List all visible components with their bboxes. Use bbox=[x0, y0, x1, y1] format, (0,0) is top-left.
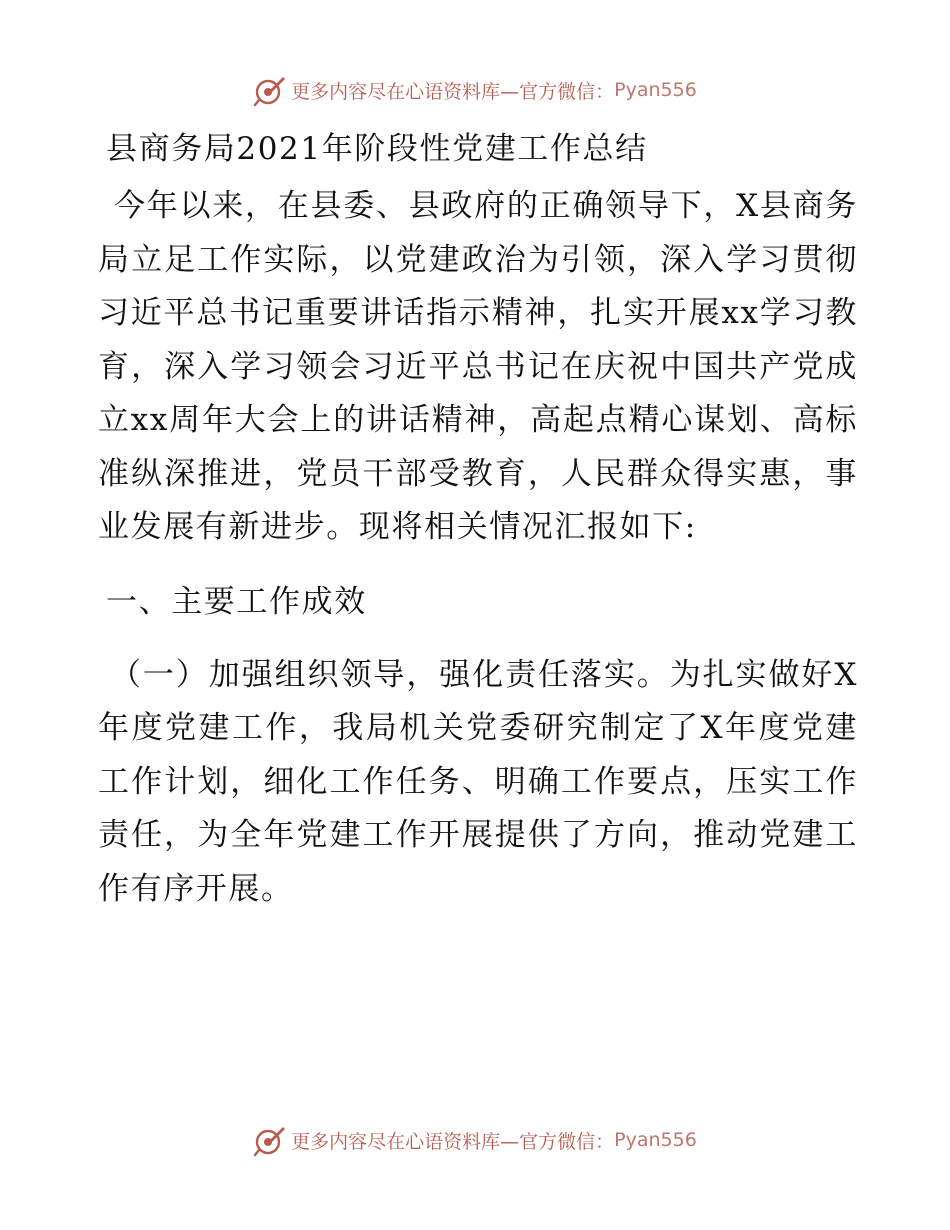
subsection-paragraph-organization: （一）加强组织领导，强化责任落实。为扎实做好X年度党建工作，我局机关党委研究制定了X年度党建工作计划，细化工作任务、明确工作要点，压实工作责任，为全年党建工作开展提供了方向，推动党建工作有序开展。 bbox=[98, 656, 858, 907]
pen-nib-seal-icon bbox=[253, 73, 287, 107]
header-watermark-banner bbox=[0, 70, 950, 110]
section-heading-main-results: 一、主要工作成效 bbox=[106, 583, 367, 620]
banner-wechat-id: Pyan556 bbox=[614, 79, 697, 101]
document-body bbox=[98, 124, 858, 916]
intro-paragraph: 今年以来，在县委、县政府的正确领导下，X县商务局立足工作实际，以党建政治为引领，深入学习贯彻习近平总书记重要讲话指示精神，扎实开展xx学习教育，深入学习领会习近平总书记在庆祝中国共产党成立xx周年大会上的讲话精神，高起点精心谋划、高标准纵深推进，党员干部受教育，人民群众得实惠，事业发展有新进步。现将相关情况汇报如下: bbox=[98, 188, 858, 545]
pen-nib-seal-icon bbox=[253, 1123, 287, 1157]
footer-watermark-banner bbox=[0, 1120, 950, 1160]
banner-wechat-id: Pyan556 bbox=[614, 1129, 697, 1151]
banner-text: 更多内容尽在心语资料库—官方微信： bbox=[291, 80, 615, 103]
document-title: 县商务局2021年阶段性党建工作总结 bbox=[106, 131, 648, 167]
banner-text: 更多内容尽在心语资料库—官方微信： bbox=[291, 1130, 615, 1153]
